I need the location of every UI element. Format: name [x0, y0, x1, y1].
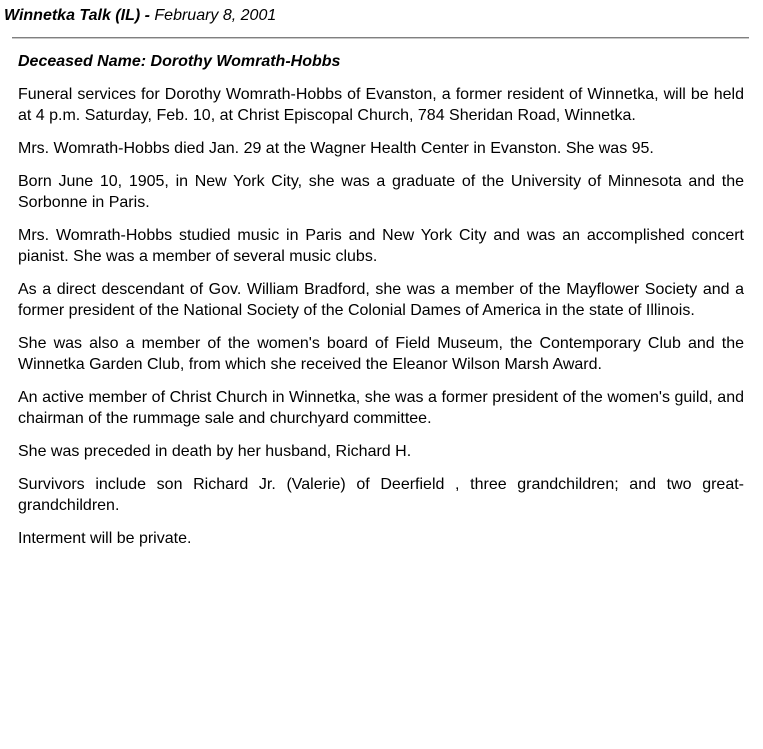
paragraph-memberships: She was also a member of the women's board of Field Museum, the Contemporary Club and the Winnetka Garden Club, from which she received the Eleanor Wilson Marsh Award. [18, 335, 744, 373]
deceased-name-heading: Deceased Name: Dorothy Womrath-Hobbs [18, 53, 341, 70]
paragraph-church: An active member of Christ Church in Winnetka, she was a former president of the women's guild, and chairman of the rummage sale and churchyard committee. [18, 389, 744, 427]
paragraph-survivors: Survivors include son Richard Jr. (Valerie) of Deerfield , three grandchildren; and two great-grandchildren. [18, 476, 744, 514]
header-divider [12, 37, 749, 39]
header-separator: - [140, 7, 155, 24]
paragraph-death: Mrs. Womrath-Hobbs died Jan. 29 at the Wagner Health Center in Evanston. She was 95. [18, 140, 654, 157]
publication-header [4, 6, 744, 26]
paragraph-preceded: She was preceded in death by her husband, Richard H. [18, 443, 412, 460]
paragraph-funeral-services: Funeral services for Dorothy Womrath-Hobbs of Evanston, a former resident of Winnetka, will be held at 4 p.m. Saturday, Feb. 10, at Christ Episcopal Church, 784 Sheridan Road, Winnetka. [18, 86, 744, 124]
paragraph-music: Mrs. Womrath-Hobbs studied music in Paris and New York City and was an accomplished concert pianist. She was a member of several music clubs. [18, 227, 744, 265]
paragraph-birth-education: Born June 10, 1905, in New York City, she was a graduate of the University of Minnesota and the Sorbonne in Paris. [18, 173, 744, 211]
obituary-body [18, 52, 744, 561]
publication-date: February 8, 2001 [154, 7, 277, 24]
publication-source: Winnetka Talk (IL) [4, 7, 141, 24]
paragraph-ancestry: As a direct descendant of Gov. William Bradford, she was a member of the Mayflower Society and a former president of the National Society of the Colonial Dames of America in the state of Illinois. [18, 281, 744, 319]
paragraph-interment: Interment will be private. [18, 530, 192, 547]
